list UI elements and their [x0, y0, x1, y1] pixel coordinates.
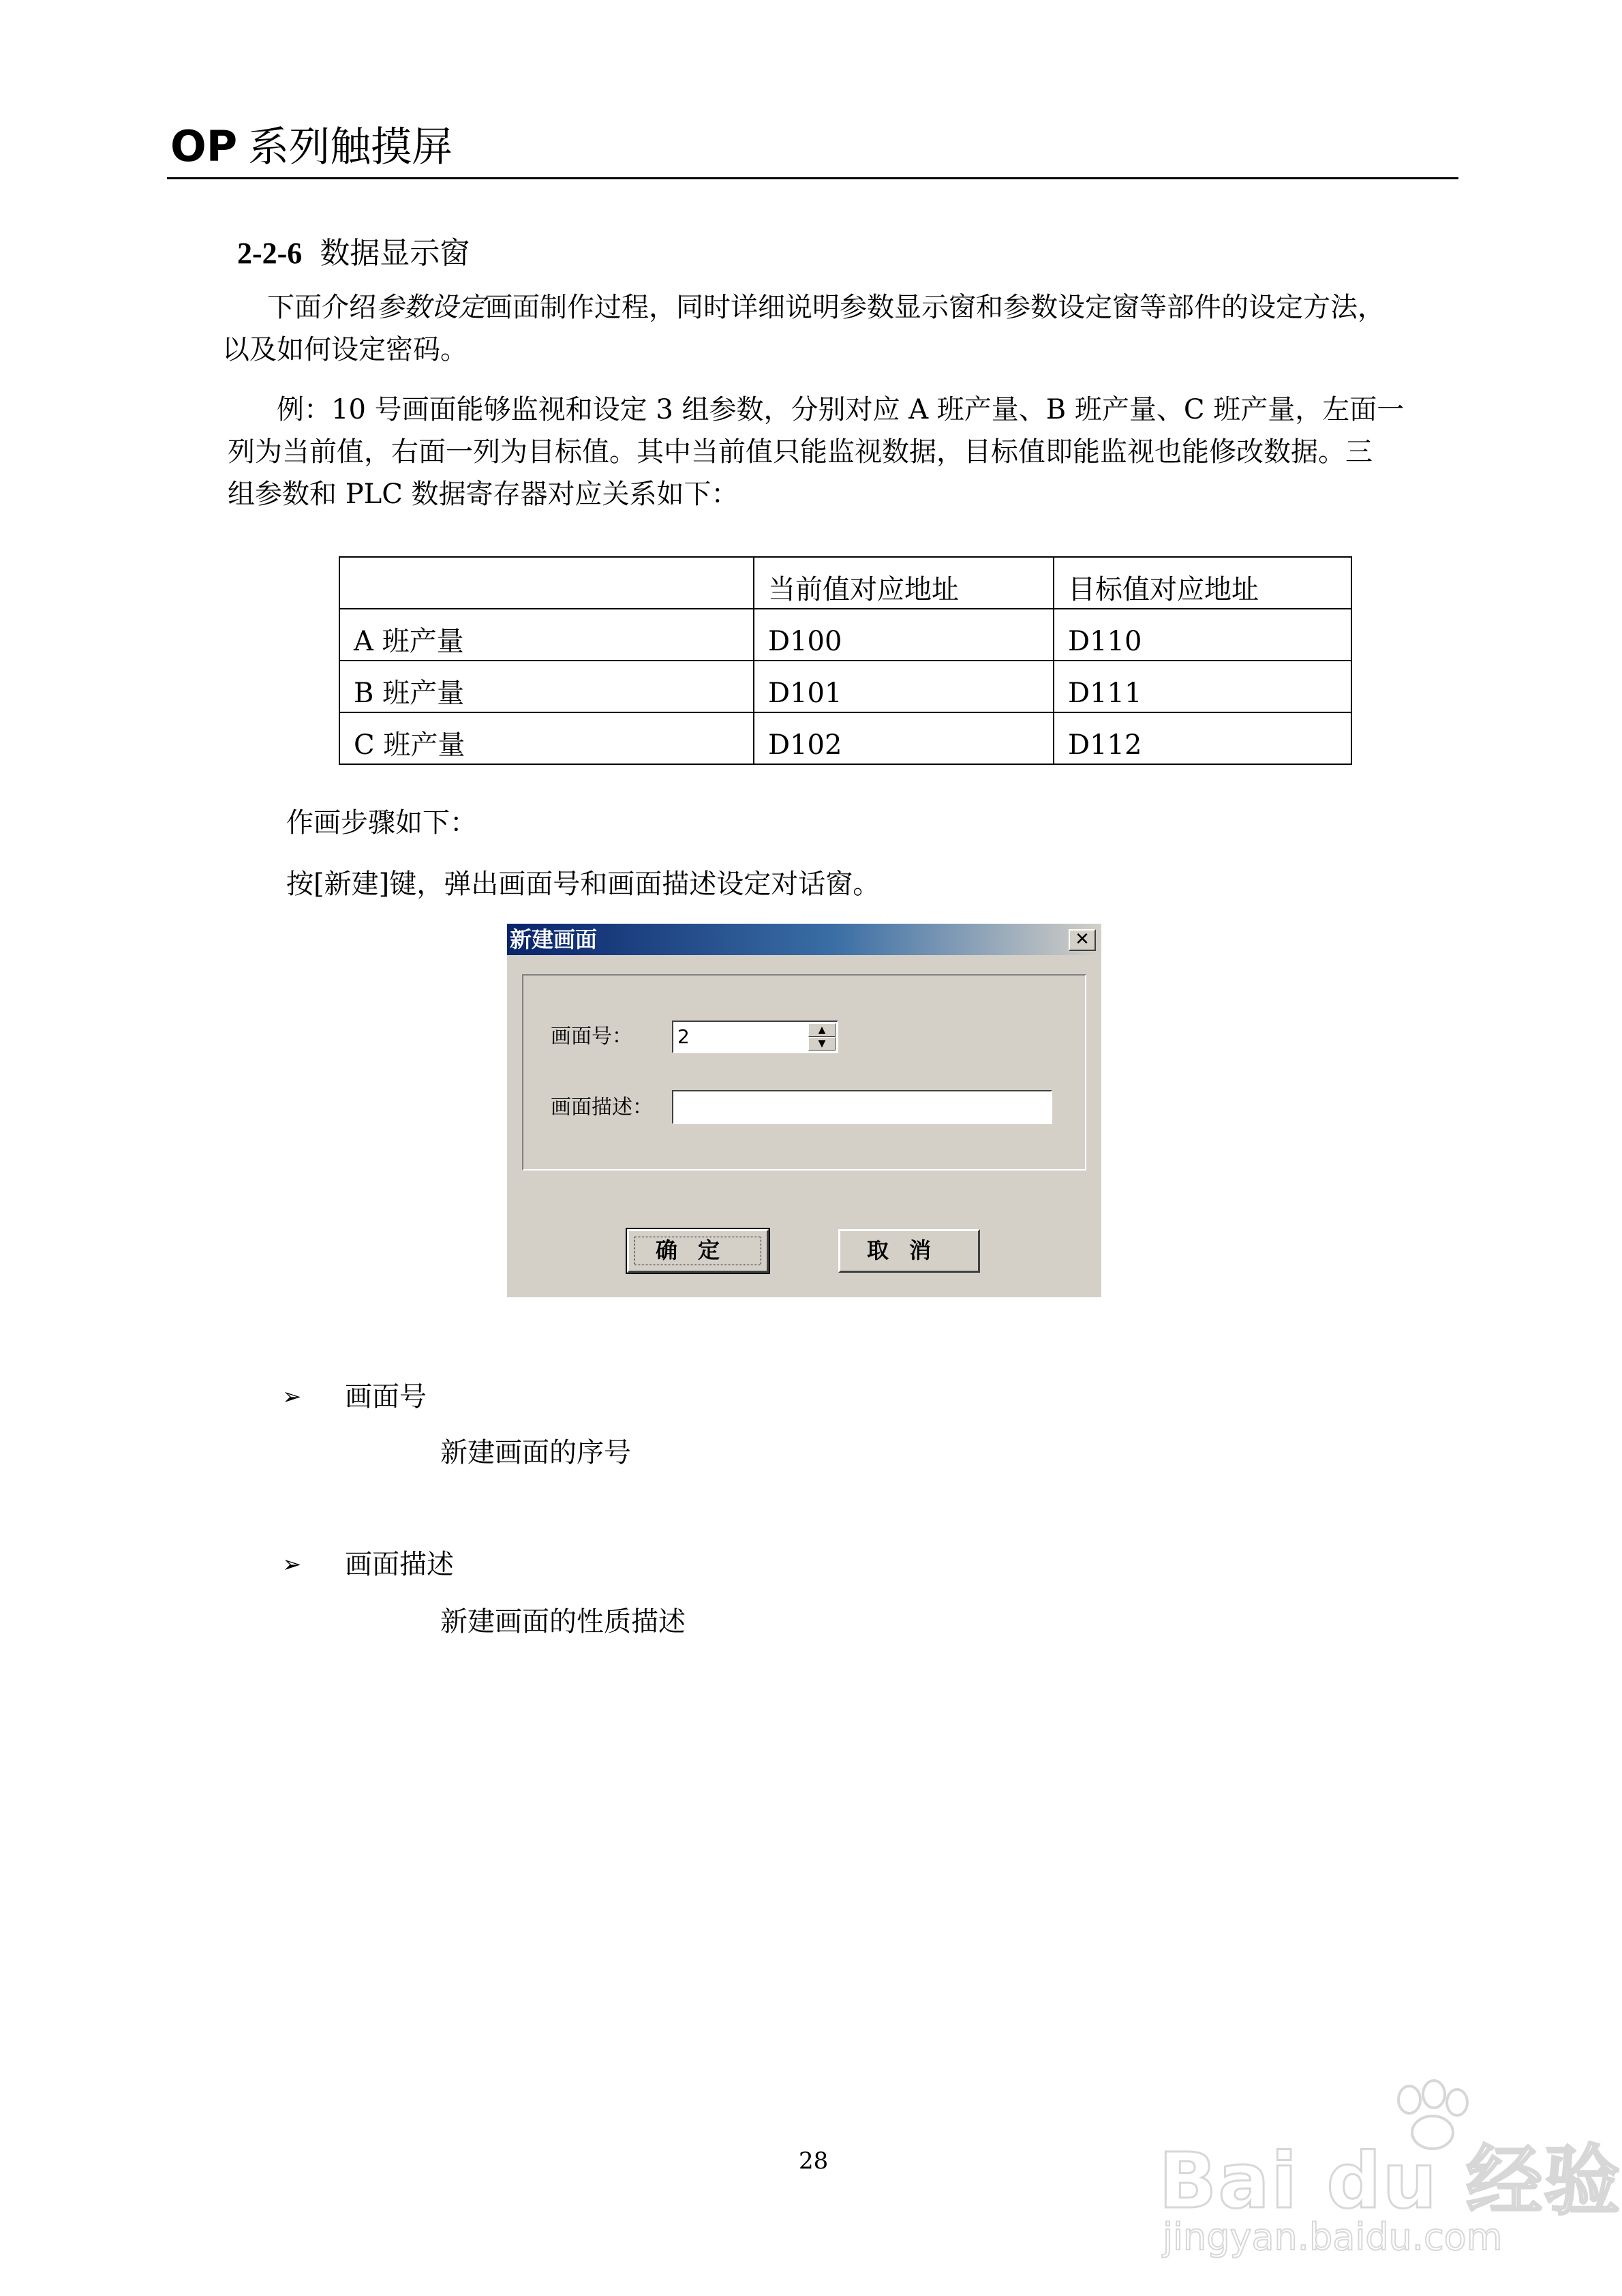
table-cell: D102 [754, 712, 1054, 764]
table-cell: D100 [754, 609, 1054, 661]
close-icon: ✕ [1075, 929, 1090, 950]
table-row [339, 661, 1351, 712]
table-cell: D112 [1054, 712, 1351, 764]
steps-step-1: 按[新建]键，弹出画面号和画面描述设定对话窗。 [286, 868, 881, 900]
dialog-titlebar[interactable] [507, 924, 1101, 955]
bullet-marker-icon: ➢ [282, 1383, 302, 1410]
spin-buttons [808, 1023, 836, 1051]
table-cell: D110 [1054, 609, 1351, 661]
example-line-3: 组参数和 PLC 数据寄存器对应关系如下： [228, 479, 739, 510]
ok-button-label: 确定 [655, 1237, 740, 1263]
header-divider [167, 177, 1458, 179]
section-heading [237, 233, 470, 274]
example-line-2: 列为当前值，右面一列为目标值。其中当前值只能监视数据，目标值即能监视也能修改数据。三 [228, 436, 1373, 468]
table-cell: B 班产量 [339, 661, 754, 712]
steps-intro: 作画步骤如下： [286, 807, 477, 839]
bullet-description: 新建画面的性质描述 [440, 1606, 686, 1637]
intro-text-b: 画面制作过程，同时详细说明参数显示窗和参数设定窗等部件的设定方法， [485, 292, 1385, 323]
screen-description-input[interactable] [672, 1090, 1052, 1124]
close-button[interactable] [1069, 929, 1096, 951]
screen-number-label: 画面号： [551, 1025, 632, 1048]
watermark-url: jingyan.baidu.com [1163, 2216, 1503, 2259]
table-cell: D111 [1054, 661, 1351, 712]
screen-number-stepper[interactable] [672, 1021, 838, 1053]
new-screen-dialog [507, 924, 1101, 1297]
section-number: 2-2-6 [237, 237, 303, 270]
cancel-button-label: 取消 [866, 1237, 951, 1263]
bullet-title: 画面描述 [345, 1549, 454, 1580]
address-table [339, 556, 1352, 765]
table-cell: C 班产量 [339, 712, 754, 764]
section-title: 数据显示窗 [320, 236, 470, 271]
watermark-brand: Bai du 经验 [1159, 2137, 1622, 2226]
bullet-description: 新建画面的序号 [440, 1437, 631, 1468]
table-header-cell [339, 557, 754, 609]
dialog-title: 新建画面 [510, 926, 598, 952]
baidu-watermark [1159, 2079, 1622, 2259]
spin-down-icon[interactable]: ▼ [808, 1037, 836, 1051]
bullet-marker-icon: ➢ [282, 1551, 302, 1578]
spin-up-icon[interactable]: ▲ [808, 1023, 836, 1037]
table-header-row [339, 557, 1351, 609]
page-number: 28 [799, 2147, 829, 2175]
ok-button[interactable] [627, 1229, 769, 1273]
table-header-cell: 目标值对应地址 [1054, 557, 1351, 609]
intro-italic-term: 参数设定 [376, 292, 485, 323]
table-cell: D101 [754, 661, 1054, 712]
cancel-button[interactable] [838, 1229, 980, 1273]
dialog-group-box [522, 974, 1086, 1170]
screen-description-label: 画面描述： [551, 1096, 653, 1119]
header-title-text: 系列触摸屏 [248, 123, 453, 171]
table-row [339, 609, 1351, 661]
intro-line-2: 以及如何设定密码。 [222, 334, 468, 365]
screen-number-value: 2 [677, 1025, 690, 1048]
table-cell: A 班产量 [339, 609, 754, 661]
example-line-1: 例：10 号画面能够监视和设定 3 组参数，分别对应 A 班产量、B 班产量、C 班产量，左面一 [277, 394, 1405, 425]
table-header-cell: 当前值对应地址 [754, 557, 1054, 609]
header-brand: OP [170, 121, 238, 171]
focus-indicator [634, 1237, 761, 1265]
table-row [339, 712, 1351, 764]
intro-line-1 [267, 286, 1385, 329]
bullet-title: 画面号 [345, 1381, 427, 1413]
header-title [170, 123, 453, 171]
intro-text-a: 下面介绍 [267, 292, 376, 323]
